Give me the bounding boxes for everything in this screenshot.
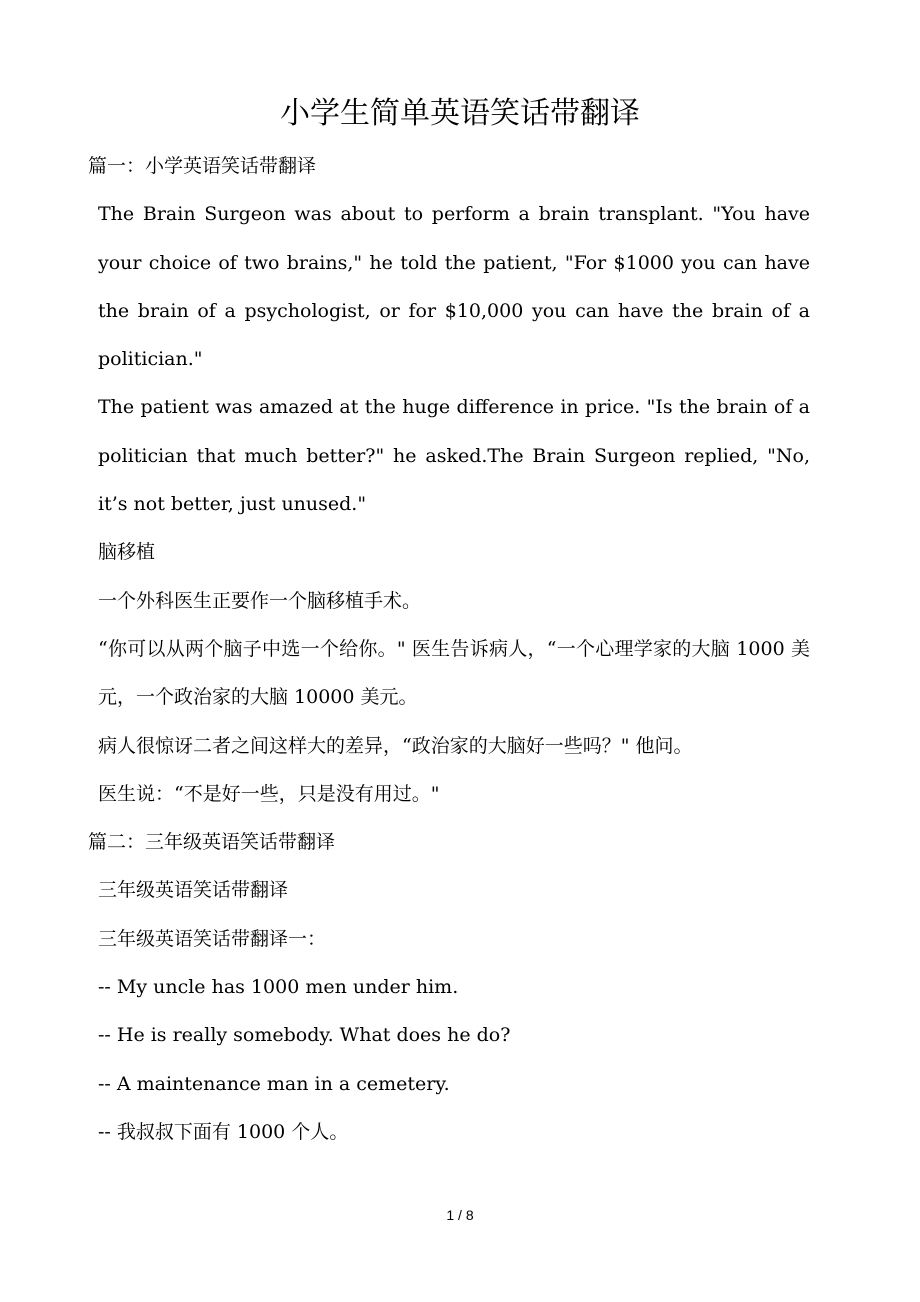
dialogue-line-4: -- 我叔叔下面有 1000 个人。 <box>98 1120 349 1143</box>
dialogue-line-1: -- My uncle has 1000 men under him. <box>98 976 459 999</box>
dialogue-line-3: -- A maintenance man in a cemetery. <box>98 1072 450 1095</box>
paragraph-chinese-3: 病人很惊讶二者之间这样大的差异，“政治家的大脑好一些吗？" 他问。 <box>98 734 693 757</box>
paragraph-subheading: 三年级英语笑话带翻译 <box>98 879 289 902</box>
paragraph-chinese-2: “你可以从两个脑子中选一个给你。" 医生告诉病人，“一个心理学家的大脑 1000 美元，一个政治家的大脑 10000 美元。 <box>98 637 810 709</box>
paragraph-joke-label: 三年级英语笑话带翻译一： <box>98 927 327 950</box>
paragraph-english-2: The patient was amazed at the huge difference in price. "Is the brain of a politician that much better?" he asked.The Brain Surgeon replied, "No, it’s not better, just unused." <box>98 396 810 516</box>
dialogue-line-2: -- He is really somebody. What does he do? <box>98 1024 511 1047</box>
document-body <box>88 142 810 1156</box>
paragraph-chinese-title: 脑移植 <box>98 541 156 564</box>
section-heading-2: 篇二：三年级英语笑话带翻译 <box>88 831 336 854</box>
section-heading-1: 篇一：小学英语笑话带翻译 <box>88 155 317 177</box>
page-number: 1 / 8 <box>446 1207 474 1223</box>
paragraph-chinese-4: 医生说：“不是好一些，只是没有用过。" <box>98 782 440 805</box>
paragraph-chinese-1: 一个外科医生正要作一个脑移植手术。 <box>98 589 422 612</box>
paragraph-english-1: The Brain Surgeon was about to perform a brain transplant. "You have your choice of two brains," he told the patient, "For $1000 you can have the brain of a psychologist, or for $10,000 you can have the brain of a politician." <box>98 203 810 371</box>
document-title: 小学生简单英语笑话带翻译 <box>280 96 640 131</box>
